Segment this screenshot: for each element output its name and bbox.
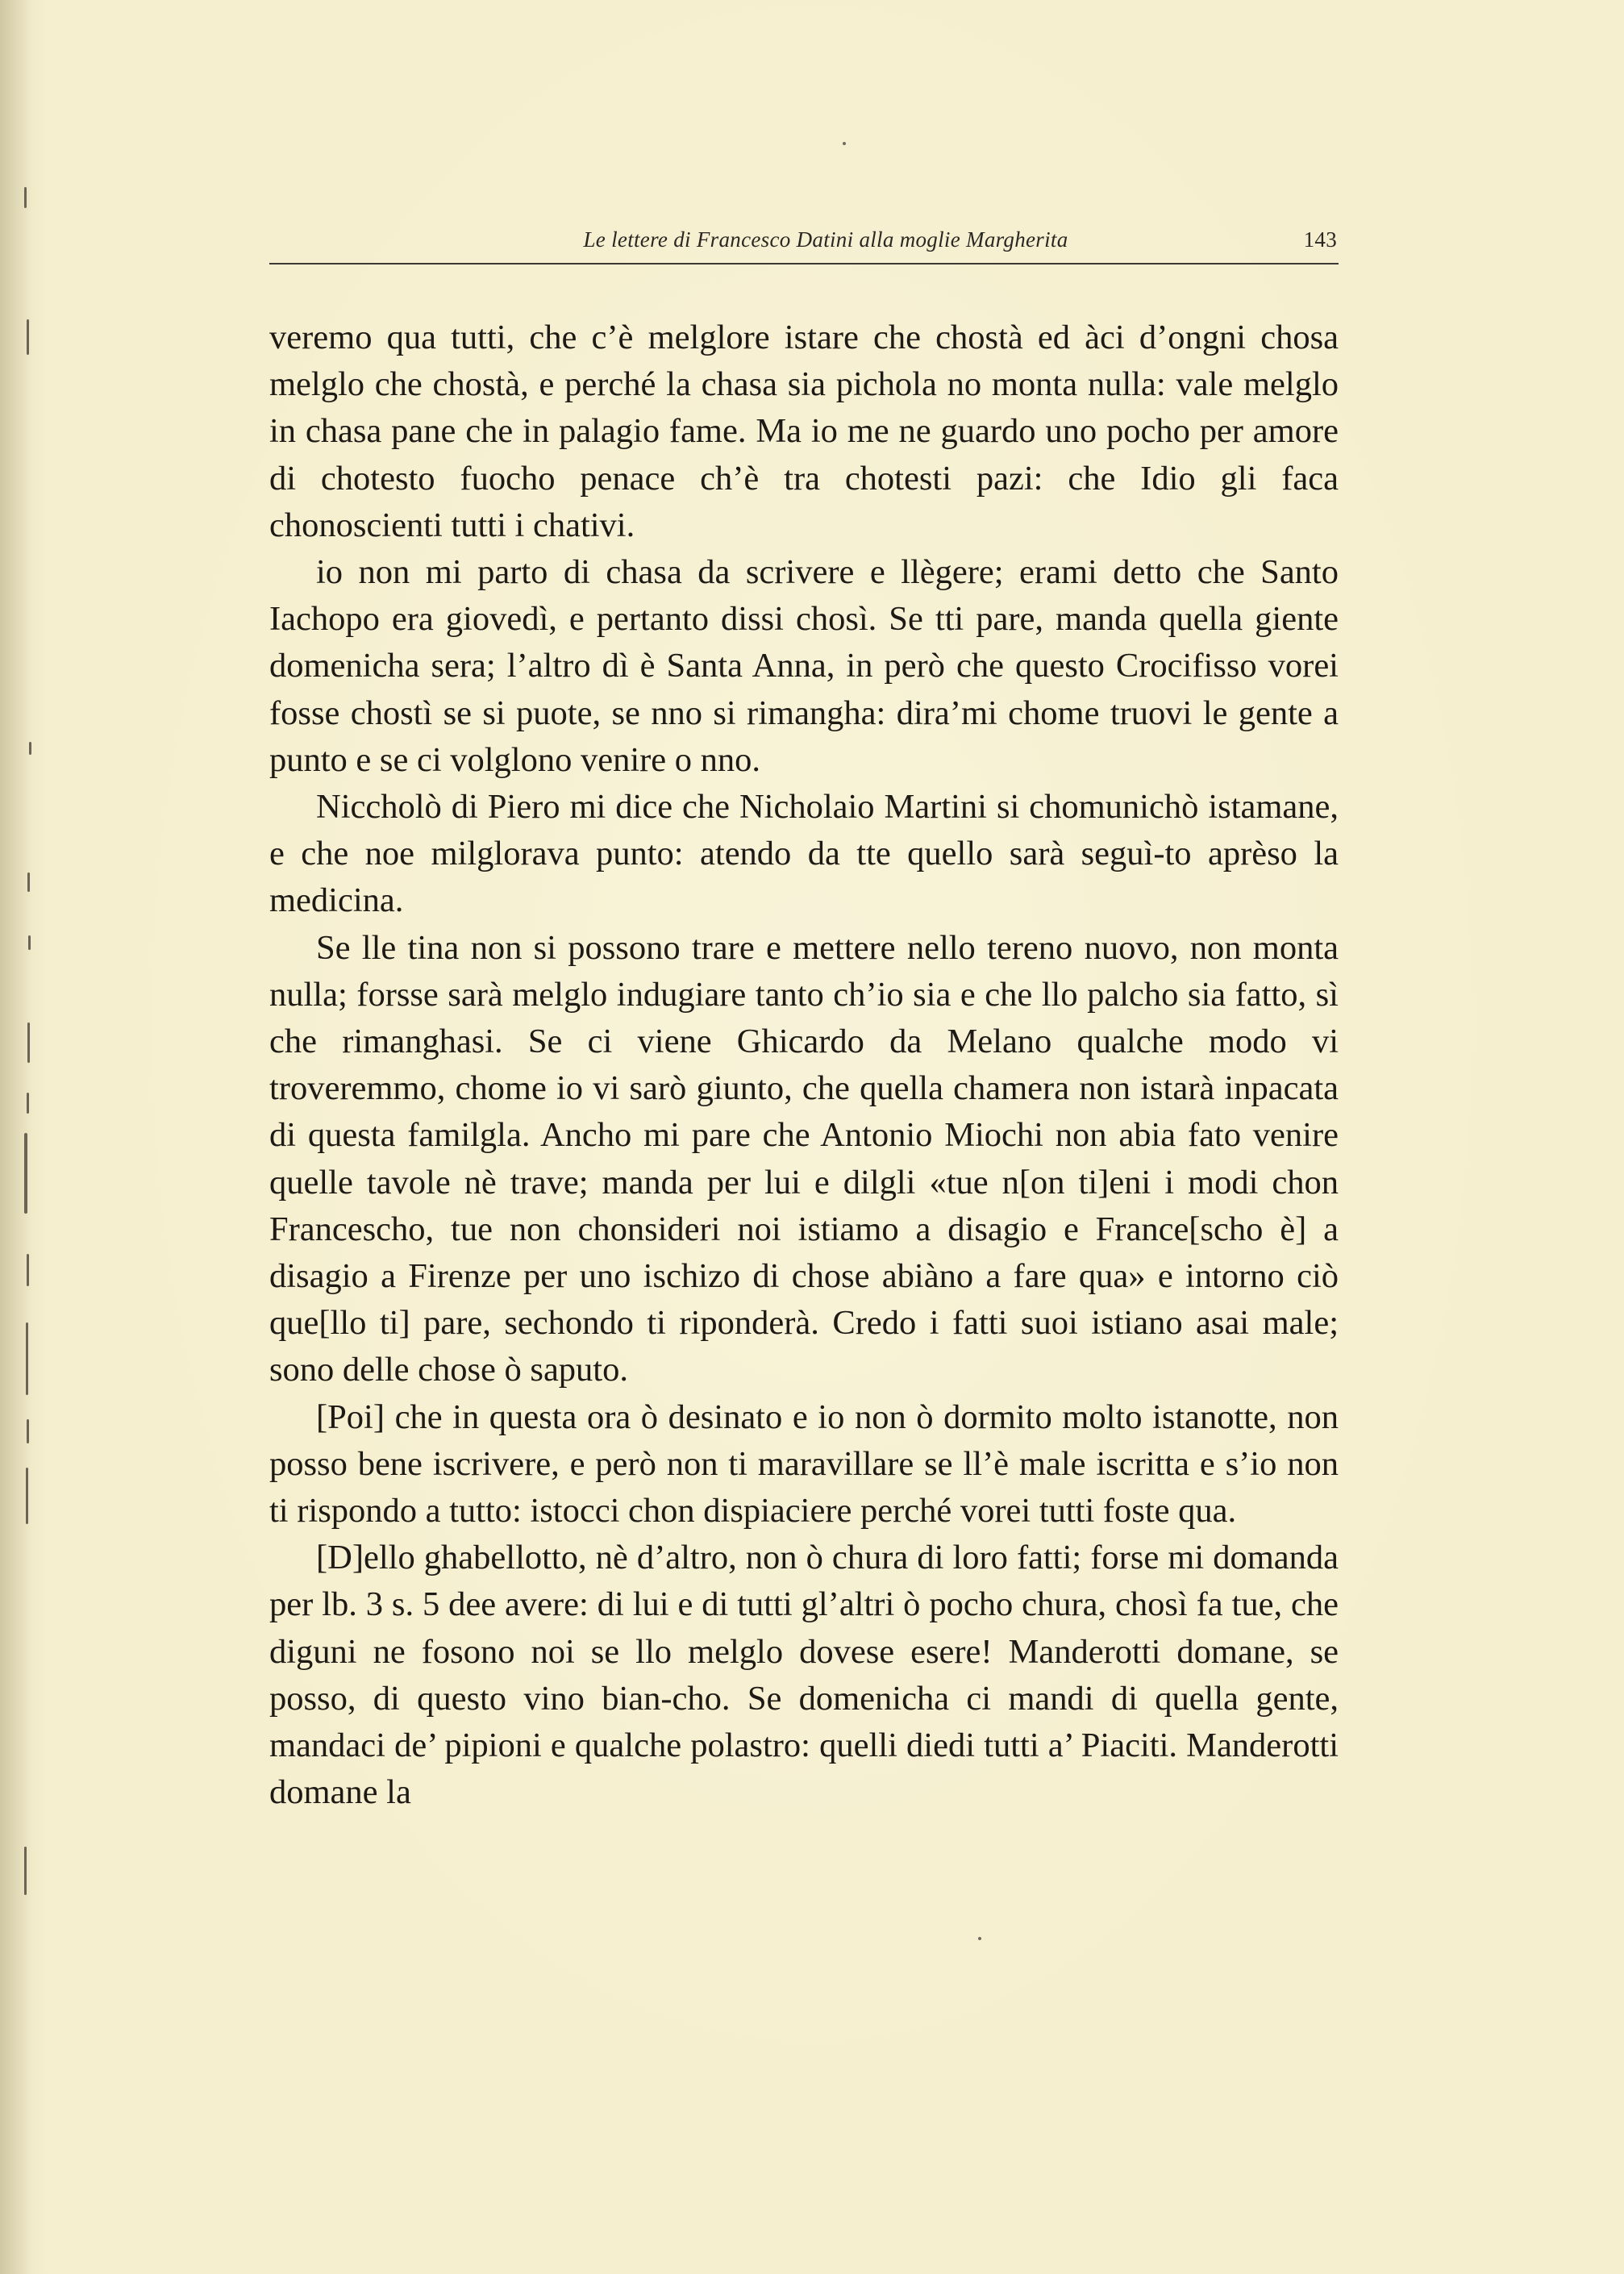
paper-speck	[978, 1937, 981, 1940]
binding-mark	[27, 1419, 29, 1443]
binding-mark	[27, 1022, 30, 1063]
running-header-title: Le lettere di Francesco Datini alla moglie Margherita	[583, 227, 1068, 252]
page-number: 143	[1303, 227, 1337, 252]
binding-mark	[27, 319, 29, 355]
header-rule	[269, 263, 1339, 264]
paragraph: Se lle tina non si possono trare e mettere nello tereno nuovo, non monta nulla; forsse sarà melglo indugiare tanto ch’io sia e che llo palcho sia fatto, sì che rimanghasi. Se ci viene Ghicardo da Melano qualche modo vi troveremmo, chome io vi sarò giunto, che quella chamera non istarà inpacata di questa familgla. Ancho mi pare che Antonio Miochi non abia fato venire quelle tavole nè trave; manda per lui e dilgli «tue n[on ti]eni i modi chon Francescho, tue non chonsideri noi istiamo a disagio e France[scho è] a disagio a Firenze per uno ischizo di chose abiàno a fare qua» e intorno ciò que[llo ti] pare, sechondo ti riponderà. Credo i fatti suoi istiano asai male; sono delle chose ò saputo.	[269, 928, 1339, 1389]
body-text	[269, 314, 1339, 1817]
binding-mark	[27, 873, 30, 892]
binding-mark	[27, 1093, 29, 1114]
binding-mark	[27, 1254, 29, 1286]
paragraph: [Poi] che in questa ora ò desinato e io non ò dormito molto istanotte, non posso bene iscrivere, e però non ti maravillare se ll’è male iscritta e s’io non ti rispondo a tutto: istocci chon dispiaciere perché vorei tutti foste qua.	[269, 1397, 1339, 1531]
binding-mark	[28, 935, 31, 950]
binding-mark	[24, 1133, 27, 1214]
binding-mark	[24, 187, 27, 208]
paragraph: [D]ello ghabellotto, nè d’altro, non ò chura di loro fatti; forse mi domanda per lb. 3 s. 5 dee avere: di lui e di tutti gl’altri ò pocho chura, chosì fa tue, che diguni ne fosono noi se llo melglo dovese esere! Manderotti domane, se posso, di questo vino bian-cho. Se domenicha ci mandi di quella gente, mandaci de’ pipioni e qualche polastro: quelli diedi tutti a’ Piaciti. Manderotti domane la	[269, 1539, 1339, 1812]
paper-speck	[843, 142, 846, 145]
binding-mark	[29, 742, 31, 755]
binding-mark	[26, 1322, 28, 1395]
binding-mark	[24, 1847, 27, 1895]
paragraph: io non mi parto di chasa da scrivere e llègere; erami detto che Santo Iachopo era giovedì, e pertanto dissi chosì. Se tti pare, manda quella giente domenicha sera; l’altro dì è Santa Anna, in però che questo Crocifisso vorei fosse chostì se si puote, se nno si rimangha: dira’mi chome truovi le gente a punto e se ci volglono venire o nno.	[269, 553, 1339, 779]
running-header	[269, 227, 1339, 263]
paragraph: Niccholò di Piero mi dice che Nicholaio Martini si chomunichò istamane, e che noe milglorava punto: atendo da tte quello sarà seguì-to aprèso la medicina.	[269, 788, 1339, 920]
binding-mark	[26, 1468, 28, 1524]
paragraph: veremo qua tutti, che c’è melglore istare che chostà ed àci d’ongni chosa melglo che chostà, e perché la chasa sia pichola no monta nulla: vale melglo in chasa pane che in palagio fame. Ma io me ne guardo uno pocho per amore di chotesto fuocho penace ch’è tra chotesti pazi: che Idio gli faca chonoscienti tutti i chativi.	[269, 319, 1339, 544]
